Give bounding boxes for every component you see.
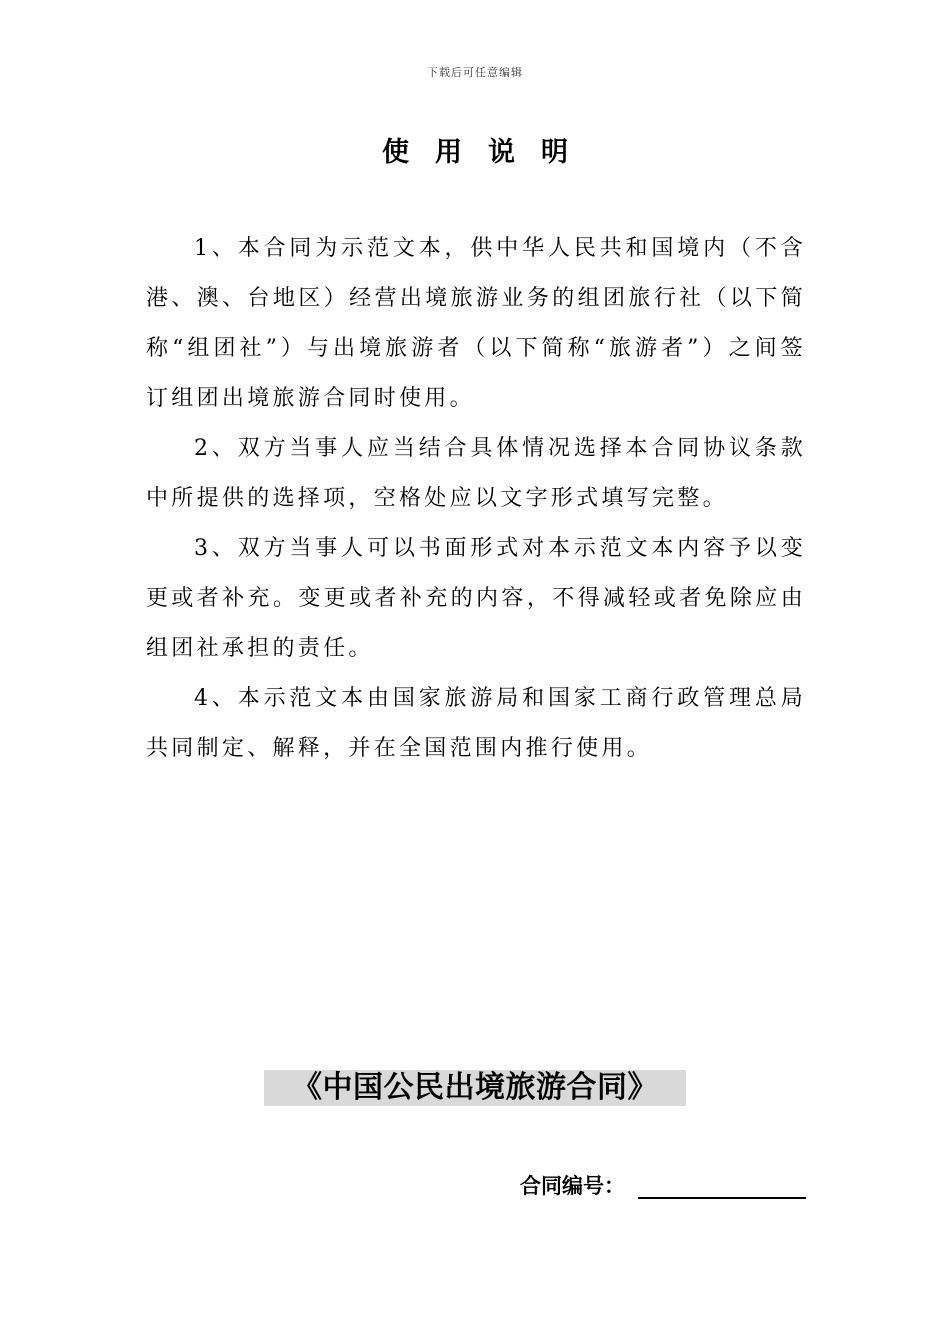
paragraph-2: 2、双方当事人应当结合具体情况选择本合同协议条款中所提供的选择项，空格处应以文字形式填写完整。	[146, 436, 806, 511]
header-note: 下载后可任意编辑	[427, 66, 523, 79]
paragraph-1: 1、本合同为示范文本，供中华人民共和国境内（不含港、澳、台地区）经营出境旅游业务的组团旅行社（以下简称“组团社”）与出境旅游者（以下简称“旅游者”）之间签订组团出境旅游合同时使用。	[146, 236, 806, 411]
contract-number-row	[520, 1170, 810, 1202]
paragraph-4: 4、本示范文本由国家旅游局和国家工商行政管理总局共同制定、解释，并在全国范围内推行使用。	[146, 686, 806, 761]
contract-number-blank[interactable]	[638, 1197, 806, 1199]
page-title: 使用说明	[382, 137, 594, 168]
contract-number-label: 合同编号：	[520, 1174, 625, 1198]
instructions-body	[146, 224, 806, 774]
paragraph-3: 3、双方当事人可以书面形式对本示范文本内容予以变更或者补充。变更或者补充的内容，不得减轻或者免除应由组团社承担的责任。	[146, 536, 806, 661]
contract-title: 《中国公民出境旅游合同》	[264, 1070, 686, 1106]
